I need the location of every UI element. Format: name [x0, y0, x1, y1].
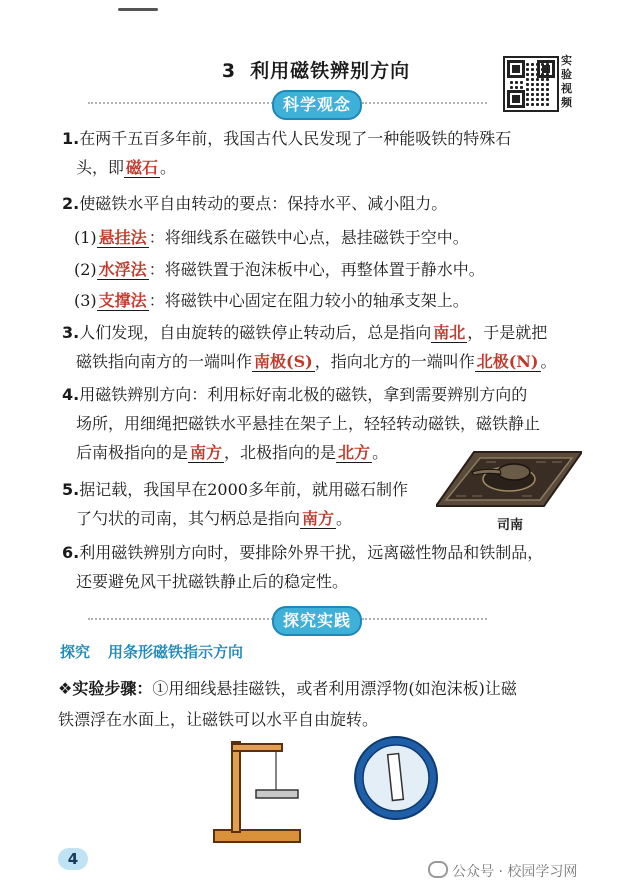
page-number: 4 — [58, 848, 88, 870]
sinan-caption: 司南 — [497, 518, 524, 533]
item-text: 。 — [160, 158, 177, 177]
list-item-5: 5.据记载，我国早在2000多年前，就用磁石制作 了勺状的司南，其勺柄总是指向 南方 。 — [62, 480, 408, 528]
watermark: 公众号 · 校园学习网 — [428, 861, 577, 881]
lesson-number: 3 — [221, 60, 237, 82]
sub-item-3: (3) 支撑法 ：将磁铁中心固定在阻力较小的轴承支架上。 — [74, 291, 469, 310]
answer-text: 南方 — [190, 443, 223, 462]
answer-text: 悬挂法 — [98, 228, 147, 247]
sub-item-2: (2) 水浮法 ：将磁铁置于泡沫板中心，再整体置于静水中。 — [74, 260, 485, 279]
divider — [88, 618, 273, 620]
item-text: 在两千五百多年前，我国古代人民发现了一种能吸铁的特殊石 — [79, 129, 512, 148]
list-item-1 — [62, 124, 617, 182]
qr-label: 实验视频 — [561, 54, 572, 109]
list-item-2 — [62, 189, 617, 218]
wechat-icon — [428, 861, 448, 878]
explore-label: 探究 — [60, 643, 91, 661]
experiment-steps: ❖实验步骤：①用细线悬挂磁铁，或者利用漂浮物(如泡沫板)让磁 铁漂浮在水面上，让磁铁可以水平自由旋转。 — [58, 679, 517, 729]
item-text: 头，即 — [76, 158, 125, 177]
list-item-6: 6.利用磁铁辨别方向时，要排除外界干扰，远离磁性物品和铁制品， 还要避免风干扰磁铁静止后的稳定性。 — [62, 543, 544, 591]
answer-text: 南方 — [302, 509, 335, 528]
lesson-title: 利用磁铁辨别方向 — [250, 60, 411, 82]
answer-text: 南北 — [433, 323, 466, 342]
answer-text: 南极(S) — [254, 352, 313, 371]
answer-text: 磁石 — [126, 158, 159, 177]
answer-text: 北方 — [338, 443, 371, 462]
divider — [362, 618, 487, 620]
answer-text: 水浮法 — [98, 260, 147, 279]
sinan-compass-image — [436, 448, 582, 510]
floating-magnet-dish-image — [352, 734, 440, 822]
section-badge-science-concept: 科学观念 — [272, 90, 362, 120]
answer-text: 北极(N) — [476, 352, 539, 371]
divider — [362, 102, 487, 104]
list-item-3: 3.人们发现，自由旋转的磁铁停止转动后，总是指向 南北 ，于是就把 磁铁指向南方的一端叫作 南极(S) ，指向北方的一端叫作 北极(N) 。 — [62, 323, 557, 371]
section-badge-inquiry-practice: 探究实践 — [272, 606, 362, 636]
sub-item-1: (1) 悬挂法 ：将细线系在磁铁中心点，悬挂磁铁于空中。 — [74, 228, 469, 247]
explore-heading — [60, 641, 243, 662]
explore-title: 用条形磁铁指示方向 — [108, 643, 244, 661]
answer-text: 支撑法 — [98, 291, 147, 310]
item-number: 1. — [62, 129, 80, 148]
qr-code-icon[interactable] — [503, 56, 559, 112]
list-item-4: 4.用磁铁辨别方向：利用标好南北极的磁铁，拿到需要辨别方向的 场所，用细绳把磁铁水平悬挂在架子上，轻轻转动磁铁，磁铁静止 后南极指向的是 南方 ，北极指向的是 北方 。 — [62, 385, 541, 462]
steps-lead: ❖实验步骤： — [58, 679, 153, 698]
item-number: 2. — [62, 194, 80, 213]
divider — [88, 102, 273, 104]
hanging-magnet-stand-image — [212, 738, 304, 844]
top-bar-mark — [118, 8, 158, 11]
item-text: 使磁铁水平自由转动的要点：保持水平、减小阻力。 — [79, 194, 448, 213]
